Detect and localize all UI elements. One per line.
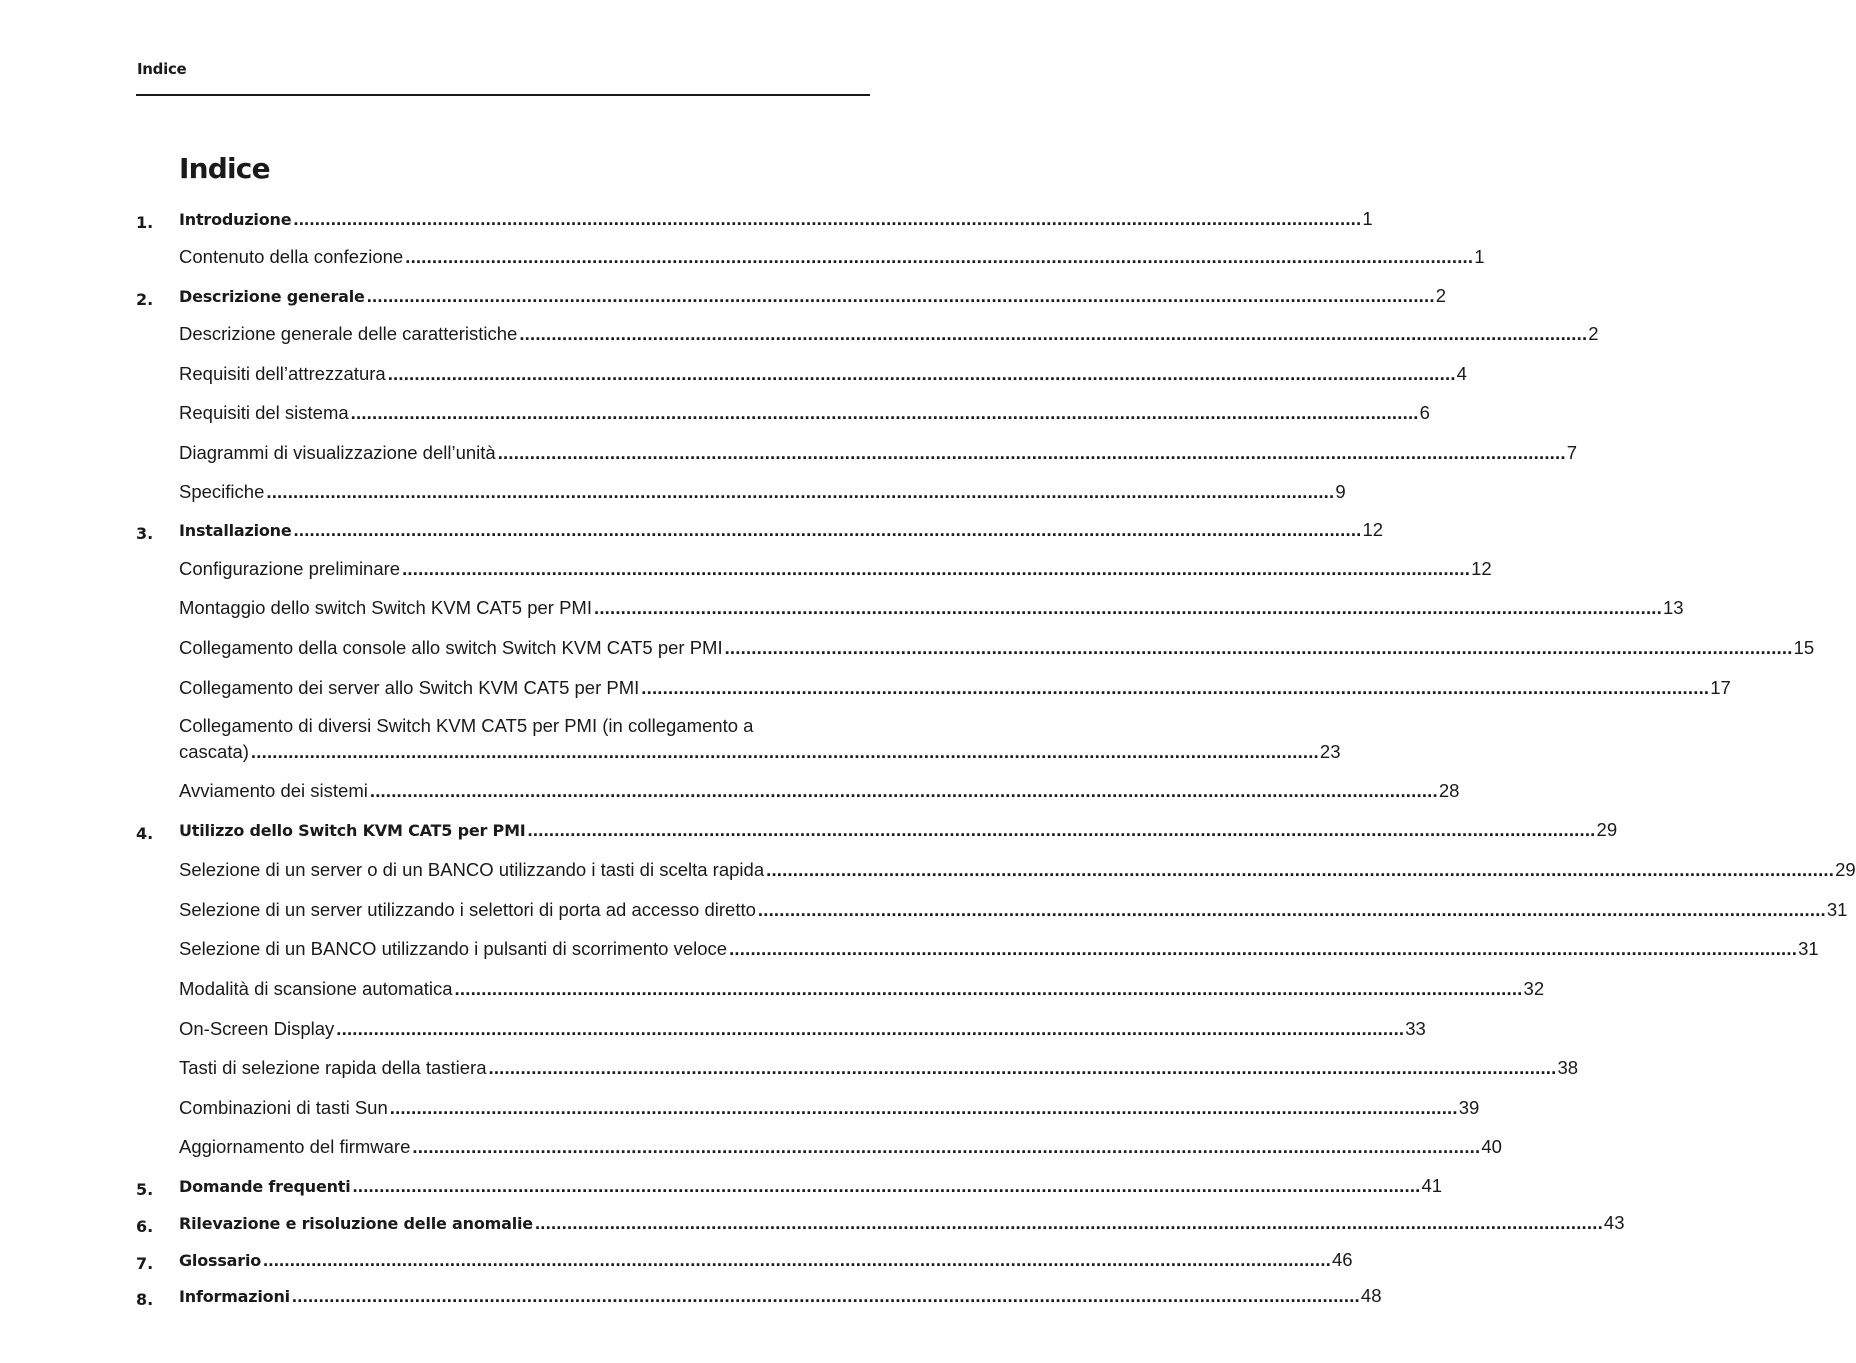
- toc-page-number: 29: [1835, 859, 1856, 880]
- dot-leader: ........................................................................................................................................................................................................: [534, 1212, 1603, 1233]
- toc-title: Selezione di un server utilizzando i selettori di porta ad accesso diretto: [179, 899, 756, 920]
- toc-entry[interactable]: [136, 779, 1460, 805]
- dot-leader: ........................................................................................................................................................................................................: [369, 780, 1438, 801]
- toc-title: Domande frequenti: [179, 1177, 351, 1196]
- header-rule: [136, 94, 870, 96]
- toc-title: Combinazioni di tasti Sun: [179, 1097, 388, 1118]
- chapter-number: 5.: [136, 1180, 154, 1199]
- toc-chapter-2[interactable]: [136, 285, 1446, 311]
- chapter-number: 8.: [136, 1290, 154, 1309]
- toc-title: Tasti di selezione rapida della tastiera: [179, 1057, 487, 1078]
- toc-page-number: 2: [1588, 323, 1599, 344]
- dot-leader: ........................................................................................................................................................................................................: [405, 246, 1474, 267]
- dot-leader: ........................................................................................................................................................................................................: [766, 859, 1835, 880]
- toc-entry[interactable]: [136, 401, 1430, 427]
- dot-leader: ........................................................................................................................................................................................................: [724, 637, 1793, 658]
- toc-chapter-1[interactable]: [136, 208, 1373, 234]
- toc-title: Avviamento dei sistemi: [179, 780, 368, 801]
- toc-page-number: 28: [1438, 780, 1460, 801]
- toc-title: Diagrammi di visualizzazione dell’unità: [179, 442, 496, 463]
- toc-page-number: 46: [1332, 1249, 1353, 1270]
- toc-title: Montaggio dello switch Switch KVM CAT5 per PMI: [179, 597, 592, 618]
- chapter-number: 4.: [136, 824, 154, 843]
- toc-title: Specifiche: [179, 481, 265, 502]
- toc-page-number: 40: [1481, 1136, 1502, 1157]
- toc-page-number: 1: [1474, 246, 1485, 267]
- toc-title: Aggiornamento del firmware: [179, 1136, 411, 1157]
- toc-page-number: 23: [1319, 741, 1341, 762]
- toc-entry[interactable]: [136, 977, 1545, 1003]
- dot-leader: ........................................................................................................................................................................................................: [291, 1285, 1360, 1306]
- toc-title: Descrizione generale delle caratteristiche: [179, 323, 518, 344]
- toc-title: Informazioni: [179, 1287, 290, 1306]
- dot-leader: ........................................................................................................................................................................................................: [352, 1175, 1421, 1196]
- toc-chapter-4[interactable]: [136, 819, 1618, 845]
- chapter-number: 7.: [136, 1254, 154, 1273]
- toc-page-number: 9: [1335, 481, 1346, 502]
- toc-chapter-8[interactable]: [136, 1285, 1382, 1311]
- toc-page-number: 31: [1826, 899, 1848, 920]
- dot-leader: ........................................................................................................................................................................................................: [389, 1097, 1458, 1118]
- toc-entry[interactable]: [136, 362, 1467, 388]
- page-title: Indice: [179, 152, 270, 185]
- toc-entry[interactable]: [136, 858, 1856, 884]
- toc-title: Contenuto della confezione: [179, 246, 404, 267]
- toc-chapter-7[interactable]: [136, 1249, 1353, 1275]
- toc-entry[interactable]: [136, 636, 1815, 662]
- toc-title: Modalità di scansione automatica: [179, 978, 453, 999]
- toc-page-number: 39: [1458, 1097, 1480, 1118]
- toc-page-number: 41: [1421, 1175, 1443, 1196]
- toc-entry[interactable]: [136, 1096, 1480, 1122]
- dot-leader: ........................................................................................................................................................................................................: [519, 323, 1588, 344]
- dot-leader: ........................................................................................................................................................................................................: [729, 938, 1798, 959]
- toc-title: Collegamento dei server allo Switch KVM CAT5 per PMI: [179, 677, 640, 698]
- chapter-number: 2.: [136, 290, 154, 309]
- toc-entry[interactable]: [136, 480, 1346, 506]
- dot-leader: ........................................................................................................................................................................................................: [266, 481, 1335, 502]
- toc-page-number: 2: [1435, 285, 1446, 306]
- toc-title: Requisiti del sistema: [179, 402, 349, 423]
- toc-entry[interactable]: [136, 676, 1731, 702]
- toc-entry[interactable]: [136, 1017, 1426, 1043]
- toc-title: On-Screen Display: [179, 1018, 335, 1039]
- dot-leader: ........................................................................................................................................................................................................: [412, 1136, 1481, 1157]
- toc-entry[interactable]: [136, 596, 1684, 622]
- toc-page-number: 32: [1523, 978, 1545, 999]
- toc-title: Selezione di un server o di un BANCO utilizzando i tasti di scelta rapida: [179, 859, 765, 880]
- toc-page-number: 43: [1603, 1212, 1625, 1233]
- dot-leader: ........................................................................................................................................................................................................: [366, 285, 1435, 306]
- toc-title-wrapped-line: Collegamento di diversi Switch KVM CAT5 per PMI (in collegamento a: [179, 715, 754, 736]
- toc-page-number: 4: [1456, 363, 1467, 384]
- toc-title: Introduzione: [179, 210, 292, 229]
- dot-leader: ........................................................................................................................................................................................................: [641, 677, 1710, 698]
- toc-entry[interactable]: [136, 898, 1848, 924]
- dot-leader: ........................................................................................................................................................................................................: [488, 1057, 1557, 1078]
- toc-page-number: 12: [1471, 558, 1492, 579]
- dot-leader: ........................................................................................................................................................................................................: [387, 363, 1456, 384]
- toc-page-number: 38: [1557, 1057, 1579, 1078]
- toc-chapter-3[interactable]: [136, 519, 1384, 545]
- chapter-number: 1.: [136, 213, 154, 232]
- toc-title: Selezione di un BANCO utilizzando i pulsanti di scorrimento veloce: [179, 938, 728, 959]
- toc-entry[interactable]: [136, 557, 1492, 583]
- dot-leader: ........................................................................................................................................................................................................: [757, 899, 1826, 920]
- dot-leader: ........................................................................................................................................................................................................: [402, 558, 1471, 579]
- dot-leader: ........................................................................................................................................................................................................: [527, 819, 1596, 840]
- dot-leader: ........................................................................................................................................................................................................: [350, 402, 1419, 423]
- toc-title: Glossario: [179, 1251, 262, 1270]
- dot-leader: ........................................................................................................................................................................................................: [263, 1249, 1332, 1270]
- chapter-number: 6.: [136, 1217, 154, 1236]
- toc-page-number: 1: [1362, 208, 1373, 229]
- dot-leader: ........................................................................................................................................................................................................: [250, 741, 1319, 762]
- toc-title: cascata): [179, 741, 249, 762]
- toc-page-number: 29: [1596, 819, 1618, 840]
- dot-leader: ........................................................................................................................................................................................................: [293, 519, 1362, 540]
- dot-leader: ........................................................................................................................................................................................................: [336, 1018, 1405, 1039]
- toc-page-number: 48: [1360, 1285, 1382, 1306]
- toc-entry[interactable]: [136, 1135, 1502, 1161]
- toc-title: Rilevazione e risoluzione delle anomalie: [179, 1214, 533, 1233]
- toc-entry[interactable]: [136, 740, 1341, 766]
- dot-leader: ........................................................................................................................................................................................................: [293, 208, 1362, 229]
- toc-page-number: 15: [1793, 637, 1815, 658]
- dot-leader: ........................................................................................................................................................................................................: [497, 442, 1566, 463]
- toc-title: Descrizione generale: [179, 287, 365, 306]
- toc-page-number: 6: [1419, 402, 1430, 423]
- toc-chapter-6[interactable]: [136, 1212, 1625, 1238]
- toc-page-number: 12: [1362, 519, 1384, 540]
- toc-title: Collegamento della console allo switch Switch KVM CAT5 per PMI: [179, 637, 723, 658]
- toc-title: Configurazione preliminare: [179, 558, 401, 579]
- toc-entry[interactable]: [136, 322, 1599, 348]
- toc-entry[interactable]: [136, 1056, 1579, 1082]
- chapter-number: 3.: [136, 524, 154, 543]
- toc-entry[interactable]: [136, 937, 1819, 963]
- toc-page-number: 33: [1405, 1018, 1426, 1039]
- toc-title: Requisiti dell’attrezzatura: [179, 363, 386, 384]
- toc-page-number: 13: [1662, 597, 1684, 618]
- toc-title: Utilizzo dello Switch KVM CAT5 per PMI: [179, 821, 526, 840]
- toc-page-number: 17: [1710, 677, 1731, 698]
- toc-page-number: 31: [1798, 938, 1819, 959]
- toc-title: Installazione: [179, 521, 292, 540]
- toc-chapter-5[interactable]: [136, 1175, 1443, 1201]
- toc-entry[interactable]: [136, 245, 1485, 271]
- running-head: Indice: [137, 60, 187, 78]
- dot-leader: ........................................................................................................................................................................................................: [454, 978, 1523, 999]
- dot-leader: ........................................................................................................................................................................................................: [593, 597, 1662, 618]
- toc-page-number: 7: [1566, 442, 1577, 463]
- toc-entry[interactable]: [136, 441, 1577, 467]
